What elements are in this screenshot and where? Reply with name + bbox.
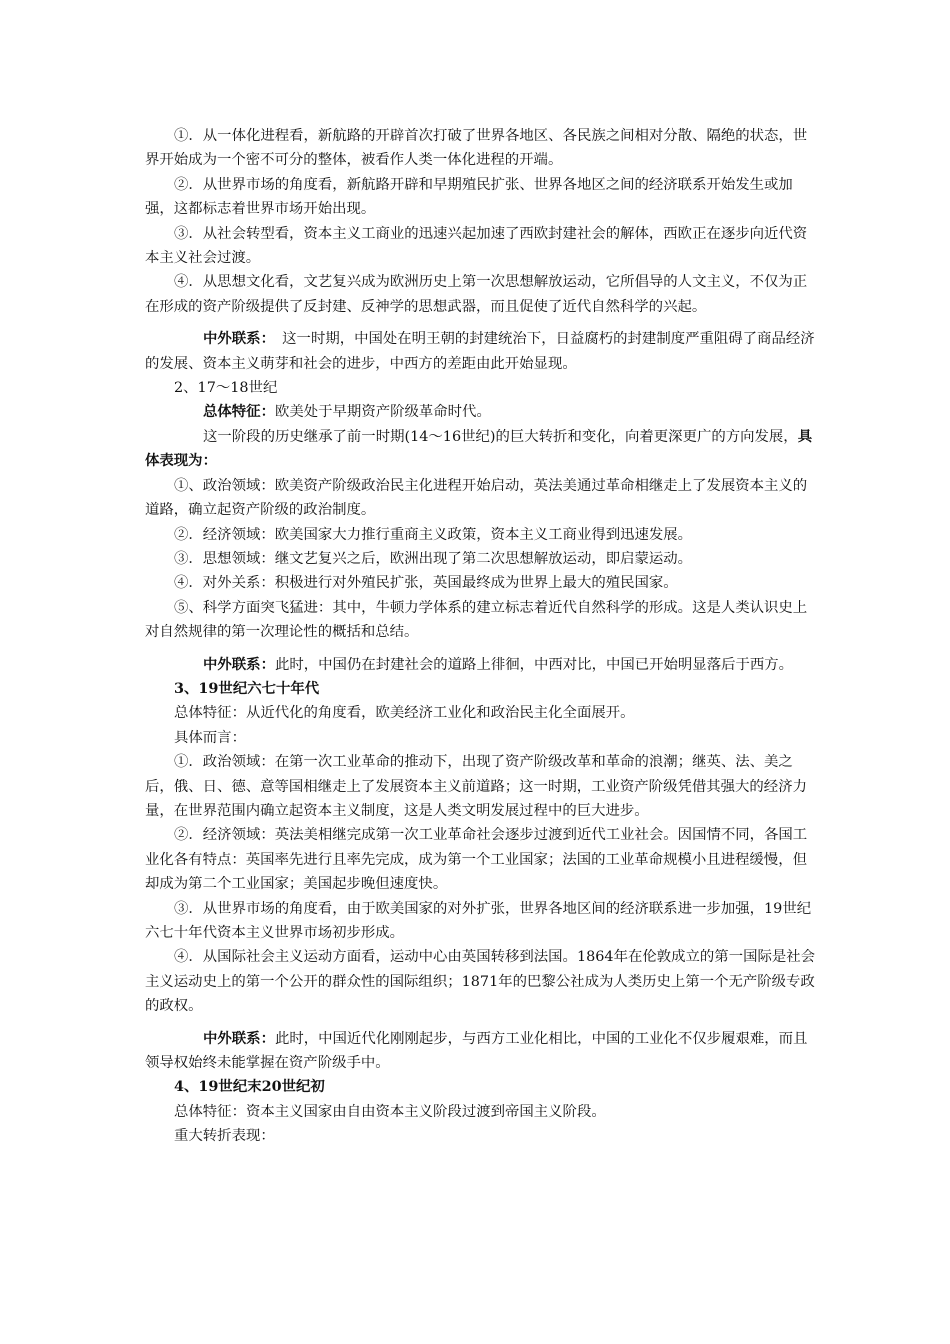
paragraph-overall-feature-4: 总体特征：资本主义国家由自由资本主义阶段过渡到帝国主义阶段。	[174, 1103, 606, 1120]
paragraph-culture: ④．从思想文化看，文艺复兴成为欧洲历史上第一次思想解放运动，它所倡导的人文主义，不仅为正在形成的资产阶级提供了反封建、反神学的思想武器，而且促使了近代自然科学的兴起。	[145, 274, 808, 315]
paragraph-world-market: ②．从世界市场的角度看，新航路开辟和早期殖民扩张、世界各地区之间的经济联系开始发生或加强，这都标志着世界市场开始出现。	[145, 176, 793, 218]
link-label: 中外联系：	[203, 330, 268, 348]
list-item: ①、政治领域：欧美资产阶级政治民主化进程开始启动，英法美通过革命相继走上了发展资本主义的道路，确立起资产阶级的政治制度。	[145, 477, 808, 519]
section-heading-late-19th: 4、19世纪末20世纪初	[174, 1078, 325, 1096]
list-item: ②．经济领域：英法美相继完成第一次工业革命社会逐步过渡到近代工业社会。因国情不同，各国工业化各有特点：英国率先进行且率先完成，成为第一个工业国家；法国的工业革命规模小且进程缓慢，但却成为第二个工业国家；美国起步晚但速度快。	[145, 827, 808, 893]
paragraph-china-west-link-3	[145, 1027, 817, 1076]
link-label: 中外联系：	[203, 655, 275, 673]
paragraph-china-west-link-2	[145, 653, 817, 677]
list-item: ④．从国际社会主义运动方面看，运动中心由英国转移到法国。1864年在伦敦成立的第一国际是社会主义运动史上的第一个公开的群众性的国际组织；1871年的巴黎公社成为人类历史上第一个无产阶级专政的政权。	[145, 949, 816, 1015]
link-label: 中外联系：	[203, 1029, 275, 1047]
link-text: 这一时期，中国处在明王朝的封建统治下，日益腐朽的封建制度严重阻碍了商品经济的发展、资本主义萌芽和社会的进步，中西方的差距由此开始显现。	[145, 331, 815, 372]
list-item: ②．经济领域：欧美国家大力推行重商主义政策，资本主义工商业得到迅速发展。	[174, 526, 693, 543]
paragraph-overall-feature-2	[145, 400, 817, 424]
list-item: ④．对外关系：积极进行对外殖民扩张，英国最终成为世界上最大的殖民国家。	[174, 575, 678, 592]
paragraph-specific-3: 具体而言：	[174, 729, 246, 746]
paragraph-china-west-link-1	[145, 327, 817, 376]
intro-bold: 具体表现为：	[145, 427, 813, 470]
link-text: 此时，中国仍在封建社会的道路上徘徊，中西对比，中国已开始明显落后于西方。	[274, 656, 794, 673]
paragraph-turning-points: 重大转折表现：	[174, 1128, 275, 1145]
list-item: ③．从世界市场的角度看，由于欧美国家的对外扩张，世界各地区间的经济联系进一步加强，19世纪六七十年代资本主义世界市场初步形成。	[145, 900, 812, 941]
section-heading-17-18: 2、17～18世纪	[174, 380, 278, 397]
link-text: 此时，中国近代化刚刚起步，与西方工业化相比，中国的工业化不仅步履艰难，而且领导权始终未能掌握在资产阶级手中。	[145, 1030, 808, 1072]
intro-text: 这一阶段的历史继承了前一时期(14～16世纪)的巨大转折和变化，向着更深更广的方向发展，	[203, 428, 798, 445]
list-item: ①．政治领域：在第一次工业革命的推动下，出现了资产阶级改革和革命的浪潮；继英、法、美之后，俄、日、德、意等国相继走上了发展资本主义前道路；这一时期，工业资产阶级凭借其强大的经济力量，在世界范围内确立起资本主义制度，这是人类文明发展过程中的巨大进步。	[145, 754, 807, 819]
paragraph-overall-feature-3: 总体特征：从近代化的角度看，欧美经济工业化和政治民主化全面展开。	[174, 705, 635, 722]
overall-text: 欧美处于早期资产阶级革命时代。	[274, 404, 491, 421]
paragraph-social-transition: ③．从社会转型看，资本主义工商业的迅速兴起加速了西欧封建社会的解体，西欧正在逐步向近代资本主义社会过渡。	[145, 225, 808, 267]
document-body	[145, 124, 817, 1149]
paragraph-integration: ①．从一体化进程看，新航路的开辟首次打破了世界各地区、各民族之间相对分散、隔绝的状态，世界开始成为一个密不可分的整体，被看作人类一体化进程的开端。	[145, 128, 808, 169]
overall-label: 总体特征：	[203, 403, 275, 421]
list-item: ③．思想领域：继文艺复兴之后，欧洲出现了第二次思想解放运动，即启蒙运动。	[174, 550, 693, 567]
list-item: ⑤、科学方面突飞猛进：其中，牛顿力学体系的建立标志着近代自然科学的形成。这是人类认识史上对自然规律的第一次理论性的概括和总结。	[145, 599, 808, 641]
paragraph-intro-2	[145, 425, 817, 474]
section-heading-19th-60s-70s: 3、19世纪六七十年代	[174, 679, 320, 697]
